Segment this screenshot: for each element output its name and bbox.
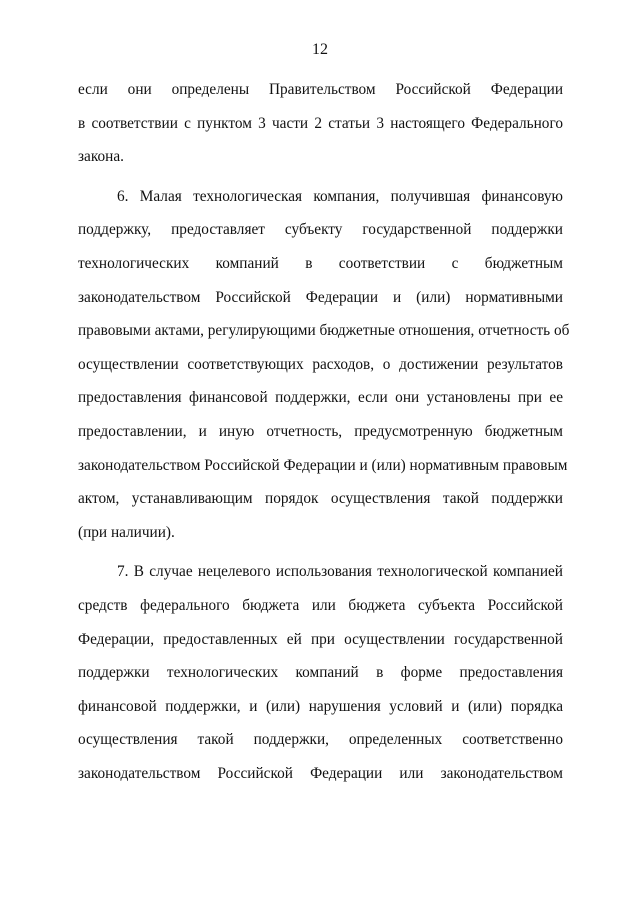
text-line: поддержку, предоставляет субъекту государственной поддержки <box>78 221 563 239</box>
paragraph-clause-7 <box>78 555 563 790</box>
text-line: предоставлении, и иную отчетность, предусмотренную бюджетным <box>78 422 563 440</box>
text-line: законодательством Российской Федерации и (или) нормативными <box>78 288 563 306</box>
text-line: если они определены Правительством Российской Федерации <box>78 81 563 98</box>
paragraph-continuation <box>78 73 563 174</box>
text-line: поддержки технологических компаний в форме предоставления <box>78 664 563 682</box>
text-line: законодательством Российской Федерации или законодательством <box>78 764 563 782</box>
text-line: средств федерального бюджета или бюджета субъекта Российской <box>78 596 563 614</box>
text-line: технологических компаний в соответствии с бюджетным <box>78 254 563 272</box>
text-line: предоставления финансовой поддержки, если они установлены при ее <box>78 389 563 407</box>
text-line: (при наличии). <box>78 523 175 541</box>
text-line: Федерации, предоставленных ей при осуществлении государственной <box>78 630 563 648</box>
text-line: осуществлении соответствующих расходов, о достижении результатов <box>78 355 563 373</box>
text-line: 6. Малая технологическая компания, получившая финансовую <box>117 187 563 205</box>
page-number: 12 <box>312 41 328 58</box>
paragraph-clause-6 <box>78 180 570 550</box>
text-line: законодательством Российской Федерации и (или) нормативным правовым <box>78 456 568 474</box>
document-body <box>78 73 570 790</box>
text-line: в соответствии с пунктом 3 части 2 статьи 3 настоящего Федерального <box>78 114 563 132</box>
text-line: осуществления такой поддержки, определенных соответственно <box>78 731 563 749</box>
text-line: закона. <box>78 148 124 166</box>
text-line: 7. В случае нецелевого использования технологической компанией <box>117 563 563 581</box>
text-line: правовыми актами, регулирующими бюджетные отношения, отчетность об <box>78 322 570 340</box>
text-line: актом, устанавливающим порядок осуществления такой поддержки <box>78 490 563 508</box>
text-line: финансовой поддержки, и (или) нарушения условий и (или) порядка <box>78 697 563 715</box>
